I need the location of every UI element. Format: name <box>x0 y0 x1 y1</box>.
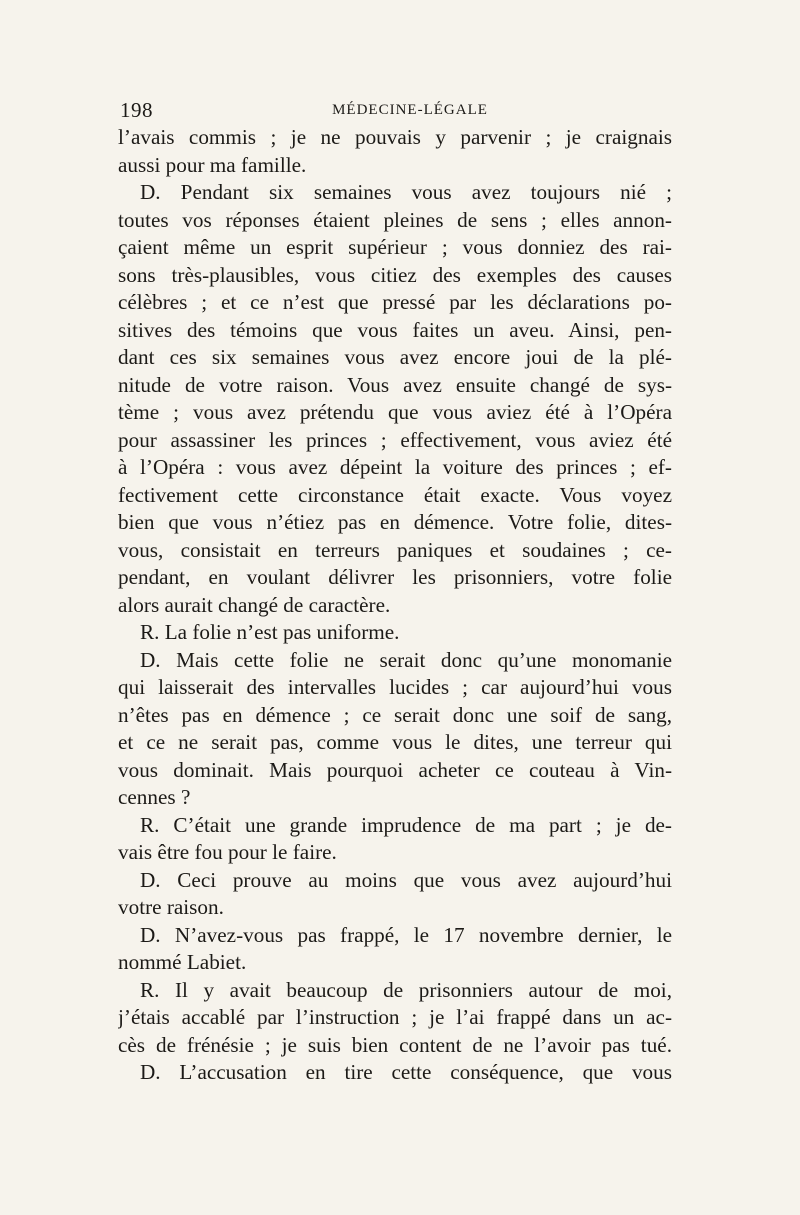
text-line: R. La folie n’est pas uniforme. <box>140 620 400 644</box>
text-line: cennes ? <box>118 785 191 809</box>
text-line: nitude de votre raison. Vous avez ensuite changé de sys- <box>118 372 672 397</box>
running-head: MÉDECINE-LÉGALE <box>332 102 488 118</box>
text-line: vais être fou pour le faire. <box>118 840 337 864</box>
body-text <box>118 124 672 1087</box>
book-page <box>118 96 672 1087</box>
text-line: R. C’était une grande imprudence de ma part ; je de- <box>140 812 672 837</box>
page-number: 198 <box>120 98 153 122</box>
text-line: pour assassiner les princes ; effectivement, vous aviez été <box>118 427 672 452</box>
text-line: D. N’avez-vous pas frappé, le 17 novembre dernier, le <box>140 922 672 947</box>
text-line: D. Pendant six semaines vous avez toujours nié ; <box>140 180 672 204</box>
text-line: votre raison. <box>118 895 224 919</box>
text-line: fectivement cette circonstance était exacte. Vous voyez <box>118 482 672 507</box>
text-line: vous, consistait en terreurs paniques et soudaines ; ce- <box>118 537 672 562</box>
text-line: sons très-plausibles, vous citiez des exemples des causes <box>118 262 672 287</box>
text-line: célèbres ; et ce n’est que pressé par les déclarations po- <box>118 290 672 314</box>
text-line: et ce ne serait pas, comme vous le dites, une terreur qui <box>118 730 672 754</box>
text-line: aussi pour ma famille. <box>118 152 307 177</box>
text-line: D. L’accusation en tire cette conséquence, que vous <box>140 1060 672 1084</box>
text-line: n’êtes pas en démence ; ce serait donc une soif de sang, <box>118 702 672 727</box>
text-line: toutes vos réponses étaient pleines de sens ; elles annon- <box>118 207 672 232</box>
text-line: cès de frénésie ; je suis bien content de ne l’avoir pas tué. <box>118 1032 672 1057</box>
text-line: tème ; vous avez prétendu que vous aviez été à l’Opéra <box>118 400 672 424</box>
text-line: qui laisserait des intervalles lucides ; car aujourd’hui vous <box>118 675 672 699</box>
text-line: alors aurait changé de caractère. <box>118 592 391 617</box>
text-line: pendant, en voulant délivrer les prisonniers, votre folie <box>118 565 672 589</box>
text-line: nommé Labiet. <box>118 950 247 974</box>
text-line: j’étais accablé par l’instruction ; je l’ai frappé dans un ac- <box>118 1005 672 1029</box>
text-line: çaient même un esprit supérieur ; vous donniez des rai- <box>118 235 672 259</box>
text-line: dant ces six semaines vous avez encore joui de la plé- <box>118 345 672 369</box>
text-line: R. Il y avait beaucoup de prisonniers autour de moi, <box>140 977 672 1002</box>
text-line: D. Ceci prouve au moins que vous avez aujourd’hui <box>140 867 672 892</box>
text-line: bien que vous n’étiez pas en démence. Votre folie, dites- <box>118 510 672 534</box>
text-line: sitives des témoins que vous faites un aveu. Ainsi, pen- <box>118 317 672 342</box>
text-line: D. Mais cette folie ne serait donc qu’une monomanie <box>140 647 672 672</box>
text-line: à l’Opéra : vous avez dépeint la voiture des princes ; ef- <box>118 455 672 479</box>
page-header <box>118 96 672 124</box>
text-line: l’avais commis ; je ne pouvais y parvenir ; je craignais <box>118 125 672 149</box>
text-line: vous dominait. Mais pourquoi acheter ce couteau à Vin- <box>118 757 672 782</box>
